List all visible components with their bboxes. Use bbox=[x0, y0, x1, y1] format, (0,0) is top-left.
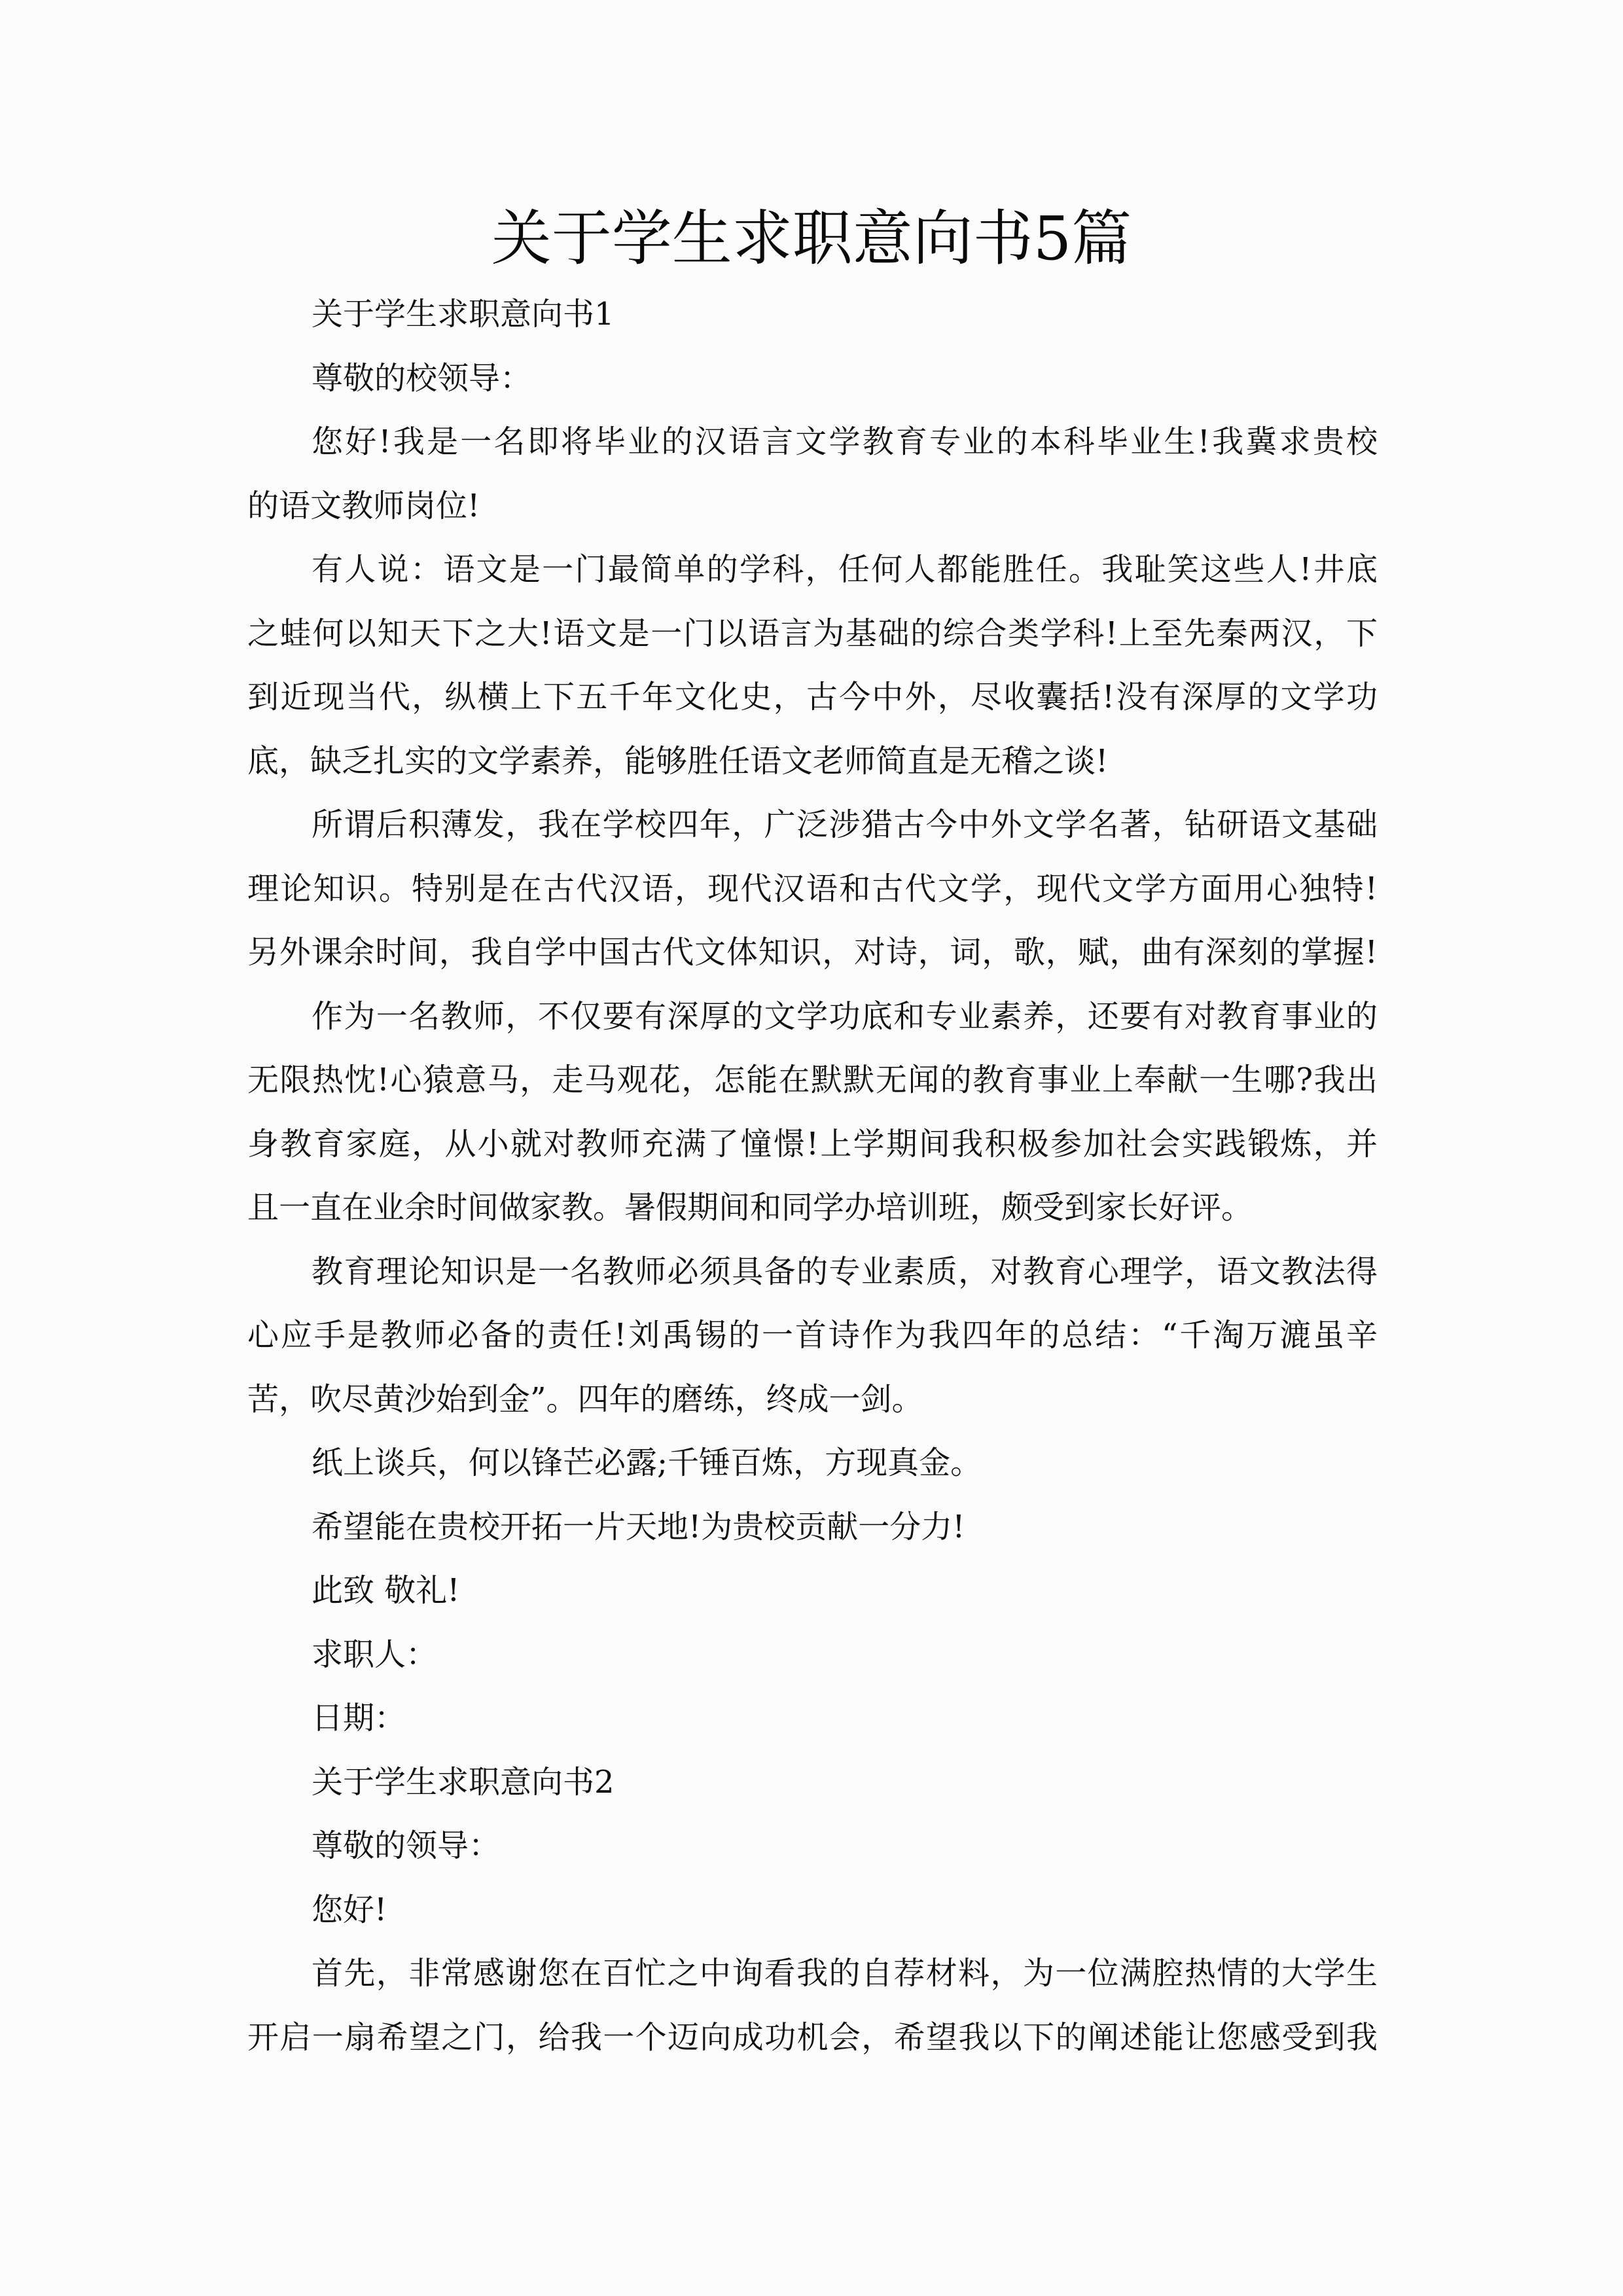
paragraph-line: 无限热忱!心猿意马，走马观花，怎能在默默无闻的教育事业上奉献一生哪?我出 bbox=[247, 1062, 1378, 1098]
applicant-label: 求职人： bbox=[312, 1636, 438, 1673]
document-title: 关于学生求职意向书5篇 bbox=[491, 204, 1132, 274]
paragraph-line: 的语文教师岗位! bbox=[247, 487, 480, 524]
paragraph-line: 教育理论知识是一名教师必须具备的专业素质，对教育心理学，语文教法得 bbox=[312, 1253, 1378, 1290]
paragraph-line: 心应手是教师必备的责任!刘禹锡的一首诗作为我四年的总结：“千淘万漉虽辛 bbox=[247, 1317, 1378, 1354]
paragraph-line: 您好!我是一名即将毕业的汉语言文学教育专业的本科毕业生!我冀求贵校 bbox=[312, 423, 1378, 460]
section-heading-2: 关于学生求职意向书2 bbox=[312, 1763, 615, 1801]
paragraph-line: 到近现当代，纵横上下五千年文化史，古今中外，尽收囊括!没有深厚的文学功 bbox=[247, 679, 1378, 715]
salutation: 尊敬的校领导： bbox=[312, 359, 532, 397]
paragraph-line: 之蛙何以知天下之大!语文是一门以语言为基础的综合类学科!上至先秦两汉，下 bbox=[247, 615, 1378, 652]
paragraph-line: 所谓后积薄发，我在学校四年，广泛涉猎古今中外文学名著，钻研语文基础 bbox=[312, 806, 1378, 843]
document-body bbox=[247, 293, 1378, 2080]
paragraph-line: 另外课余时间，我自学中国古代文体知识，对诗，词，歌，赋，曲有深刻的掌握! bbox=[247, 934, 1378, 971]
paragraph-line: 开启一扇希望之门，给我一个迈向成功机会，希望我以下的阐述能让您感受到我 bbox=[247, 2018, 1378, 2056]
salutation: 尊敬的领导： bbox=[312, 1827, 501, 1864]
paragraph-line: 首先，非常感谢您在百忙之中询看我的自荐材料，为一位满腔热情的大学生 bbox=[312, 1955, 1378, 1992]
paragraph-line: 苦，吹尽黄沙始到金”。四年的磨练，终成一剑。 bbox=[247, 1380, 923, 1418]
paragraph-line: 希望能在贵校开拓一片天地!为贵校贡献一分力! bbox=[312, 1508, 965, 1545]
paragraph-line: 身教育家庭，从小就对教师充满了憧憬!上学期间我积极参加社会实践锻炼，并 bbox=[247, 1125, 1378, 1162]
section-heading-1: 关于学生求职意向书1 bbox=[312, 296, 615, 332]
paragraph-line: 纸上谈兵，何以锋芒必露;千锤百炼，方现真金。 bbox=[312, 1444, 982, 1481]
date-label: 日期： bbox=[312, 1700, 406, 1736]
paragraph-line: 理论知识。特别是在古代汉语，现代汉语和古代文学，现代文学方面用心独特! bbox=[247, 870, 1378, 907]
paragraph-line: 且一直在业余时间做家教。暑假期间和同学办培训班，颇受到家长好评。 bbox=[247, 1189, 1253, 1226]
closing: 此致 敬礼! bbox=[312, 1572, 460, 1609]
paragraph-line: 底，缺乏扎实的文学素养，能够胜任语文老师简直是无稽之谈! bbox=[247, 742, 1109, 780]
greeting: 您好! bbox=[312, 1891, 387, 1928]
paragraph-line: 有人说：语文是一门最简单的学科，任何人都能胜任。我耻笑这些人!井底 bbox=[312, 551, 1378, 588]
paragraph-line: 作为一名教师，不仅要有深厚的文学功底和专业素养，还要有对教育事业的 bbox=[312, 997, 1378, 1035]
